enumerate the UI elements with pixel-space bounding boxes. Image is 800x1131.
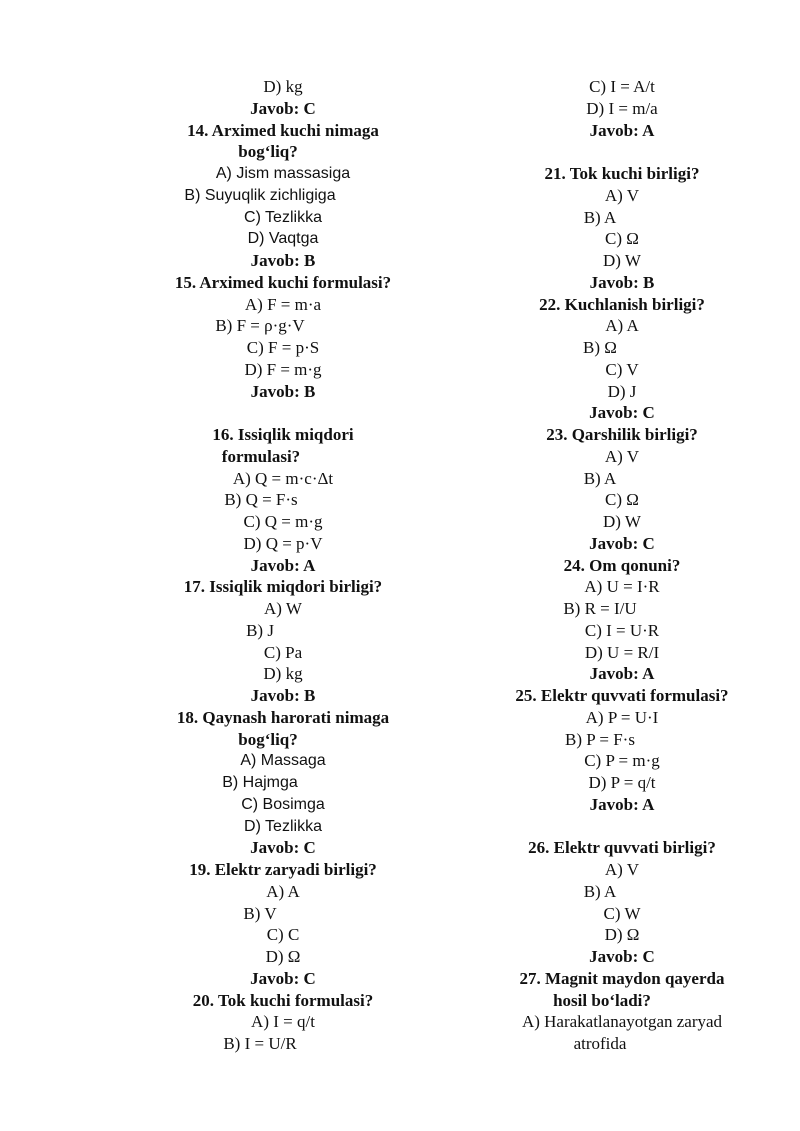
option-line: D) W	[603, 251, 641, 270]
left-column	[160, 76, 406, 1055]
text-line: atrofida	[573, 1034, 627, 1053]
option-line: A) A	[605, 316, 639, 336]
option-line: C) Ω	[605, 229, 639, 249]
question-line: 27. Magnit maydon qayerda	[519, 968, 725, 988]
option-line: C) P = m·g	[584, 751, 660, 771]
answer-line: Javob: C	[250, 838, 316, 858]
option-line: B) F = ρ·g·V	[215, 316, 305, 336]
answer-line: Javob: C	[589, 533, 655, 553]
question-line: 21. Tok kuchi birligi?	[544, 164, 700, 183]
option-line: A) V	[604, 860, 640, 879]
option-line: D) Ω	[265, 947, 301, 966]
option-line: D) P = q/t	[588, 773, 656, 792]
blank-line	[500, 816, 744, 838]
option-line: B) Suyuqlik zichligiga	[184, 186, 336, 204]
answer-line: Javob: C	[250, 98, 316, 118]
question-line: 18. Qaynash harorati nimaga	[176, 707, 390, 727]
question-line: 16. Issiqlik miqdori	[212, 425, 354, 444]
option-line: C) Bosimga	[241, 795, 325, 813]
option-line: B) A	[583, 881, 617, 901]
answer-line: Javob: B	[589, 272, 655, 292]
question-line: 24. Om qonuni?	[563, 555, 681, 575]
option-line: C) I = A/t	[589, 77, 655, 96]
question-line: 25. Elektr quvvati formulasi?	[515, 686, 729, 705]
option-line: B) J	[246, 620, 274, 640]
question-line: bog‘liq?	[238, 729, 298, 749]
option-line: D) Vaqtga	[247, 230, 319, 248]
answer-line: Javob: A	[250, 555, 316, 575]
option-line: C) Ω	[605, 490, 639, 510]
option-line: B) Q = F·s	[224, 490, 298, 510]
option-line: A) W	[264, 599, 302, 618]
option-line: C) C	[266, 925, 300, 945]
option-line: A) I = q/t	[251, 1012, 315, 1032]
answer-line: Javob: C	[589, 947, 655, 966]
answer-line: Javob: B	[250, 686, 316, 705]
question-line: 14. Arximed kuchi nimaga	[187, 120, 379, 140]
option-line: C) I = U·R	[584, 620, 660, 640]
right-column	[500, 76, 744, 1055]
answer-line: Javob: C	[250, 968, 316, 988]
option-line: C) F = p·S	[246, 338, 320, 357]
option-line: A) P = U·I	[585, 707, 659, 727]
answer-line: Javob: B	[250, 251, 316, 270]
answer-line: Javob: C	[589, 403, 655, 423]
answer-line: Javob: A	[589, 120, 655, 140]
option-line: A) V	[604, 446, 640, 466]
option-line: A) Harakatlanayotgan zaryad	[521, 1012, 723, 1032]
option-line: B) R = I/U	[563, 599, 637, 618]
option-line: A) A	[266, 881, 300, 901]
blank-line	[160, 402, 406, 424]
option-line: A) Jism massasiga	[215, 165, 351, 182]
option-line: B) Ω	[583, 338, 617, 357]
option-line: B) A	[583, 207, 617, 227]
answer-line: Javob: B	[250, 381, 316, 401]
option-line: D) F = m·g	[244, 359, 322, 379]
option-line: A) U = I·R	[584, 577, 660, 597]
option-line: D) kg	[263, 664, 303, 684]
option-line: A) F = m·a	[244, 294, 322, 314]
option-line: C) Pa	[263, 642, 303, 662]
option-line: C) V	[605, 359, 639, 379]
answer-line: Javob: A	[589, 794, 655, 814]
question-line: bog‘liq?	[238, 142, 298, 162]
blank-line	[500, 141, 744, 163]
question-line: 22. Kuchlanish birligi?	[539, 294, 705, 314]
option-line: D) Q = p·V	[243, 533, 323, 553]
option-line: A) Q = m·c·Δt	[232, 468, 334, 488]
option-line: D) Ω	[604, 925, 640, 945]
option-line: B) Hajmga	[222, 774, 298, 791]
option-line: B) V	[243, 903, 277, 923]
option-line: C) Q = m·g	[243, 512, 323, 531]
option-line: B) P = F·s	[565, 729, 635, 749]
option-line: B) I = U/R	[223, 1034, 297, 1053]
option-line: D) Tezlikka	[244, 817, 322, 835]
option-line: D) U = R/I	[584, 642, 660, 662]
question-line: 19. Elektr zaryadi birligi?	[189, 860, 377, 879]
question-line: 20. Tok kuchi formulasi?	[192, 990, 374, 1010]
question-line: formulasi?	[221, 446, 301, 466]
option-line: D) J	[607, 381, 637, 401]
question-line: 26. Elektr quvvati birligi?	[528, 838, 716, 858]
option-line: B) A	[583, 468, 617, 488]
question-line: hosil bo‘ladi?	[553, 990, 651, 1010]
option-line: D) I = m/a	[586, 98, 658, 118]
answer-line: Javob: A	[589, 664, 655, 684]
question-line: 23. Qarshilik birligi?	[546, 425, 698, 444]
option-line: D) W	[603, 512, 641, 531]
option-line: A) V	[604, 185, 640, 205]
option-line: C) Tezlikka	[244, 208, 322, 226]
question-line: 15. Arximed kuchi formulasi?	[174, 272, 392, 292]
option-line: D) kg	[263, 77, 303, 96]
option-line: C) W	[603, 903, 641, 923]
option-line: A) Massaga	[240, 752, 326, 770]
question-line: 17. Issiqlik miqdori birligi?	[183, 577, 383, 597]
